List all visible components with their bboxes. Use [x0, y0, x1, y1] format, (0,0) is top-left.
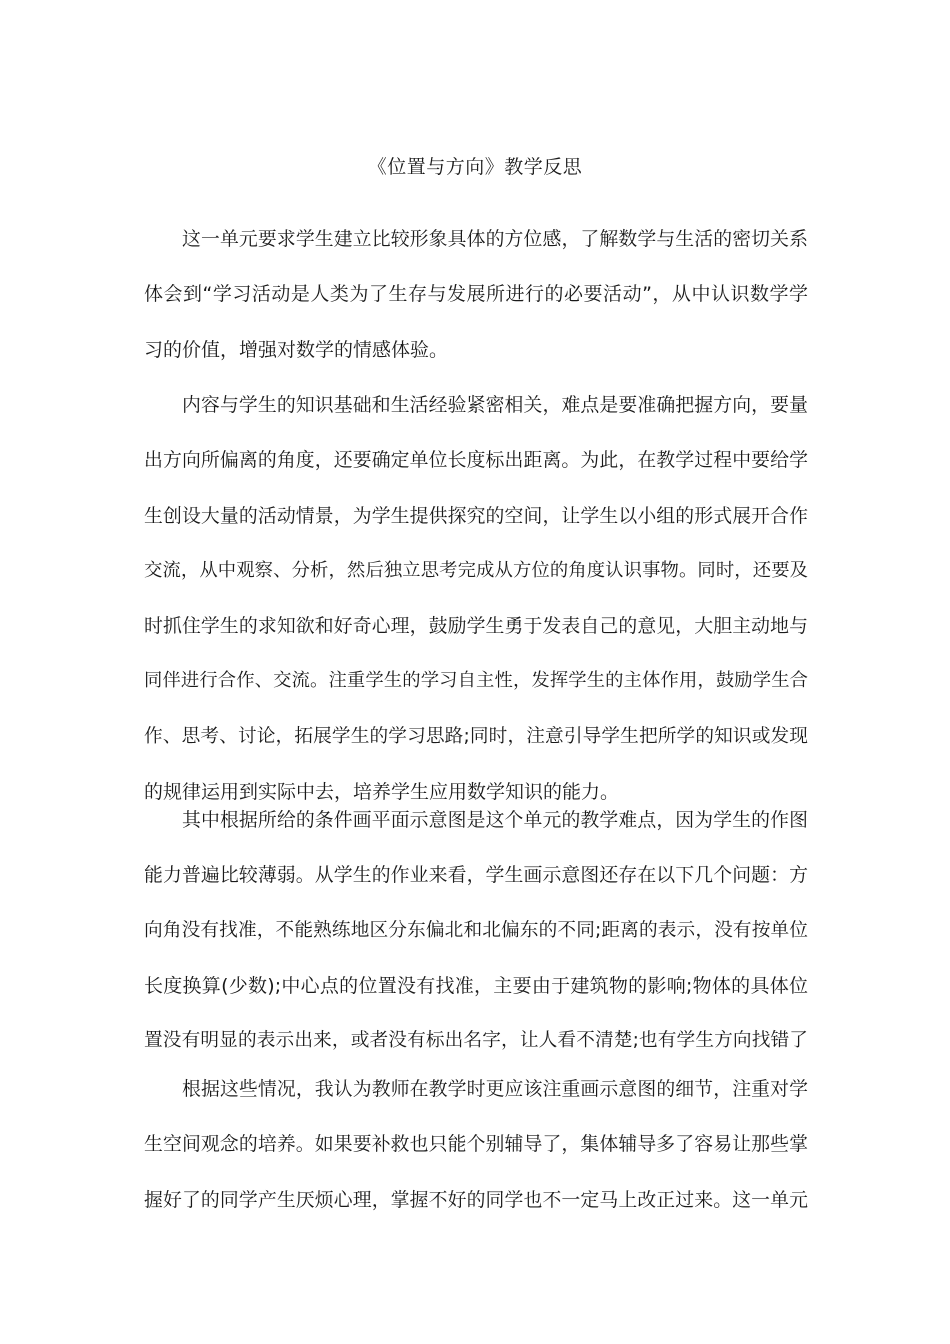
paragraph-line: 向角没有找准，不能熟练地区分东偏北和北偏东的不同;距离的表示，没有按单位	[144, 919, 808, 941]
paragraph-line: 握好了的同学产生厌烦心理，掌握不好的同学也不一定马上改正过来。这一单元	[144, 1188, 808, 1211]
paragraph-line: 其中根据所给的条件画平面示意图是这个单元的教学难点，因为学生的作图	[182, 809, 808, 831]
paragraph-4	[144, 1076, 808, 1242]
paragraph-line: 置没有明显的表示出来，或者没有标出名字，让人看不清楚;也有学生方向找错了	[144, 1030, 808, 1052]
paragraph-line: 交流，从中观察、分析，然后独立思考完成从方位的角度认识事物。同时，还要及	[144, 559, 808, 581]
paragraph-line: 内容与学生的知识基础和生活经验紧密相关，难点是要准确把握方向，要量	[182, 394, 808, 416]
paragraph-line: 体会到“学习活动是人类为了生存与发展所进行的必要活动”，从中认识数学学	[144, 283, 808, 306]
document-title: 《位置与方向》教学反思	[367, 156, 583, 178]
paragraph-line: 习的价值，增强对数学的情感体验。	[144, 338, 449, 361]
paragraph-line: 生空间观念的培养。如果要补救也只能个别辅导了，集体辅导多了容易让那些掌	[144, 1133, 808, 1156]
paragraph-line: 能力普遍比较薄弱。从学生的作业来看，学生画示意图还存在以下几个问题：方	[144, 864, 808, 887]
paragraph-2	[144, 392, 808, 834]
paragraph-line: 的规律运用到实际中去，培养学生应用数学知识的能力。	[144, 781, 620, 804]
paragraph-line: 作、思考、讨论，拓展学生的学习思路;同时，注意引导学生把所学的知识或发现	[144, 725, 808, 747]
paragraph-line: 同伴进行合作、交流。注重学生的学习自主性，发挥学生的主体作用，鼓励学生合	[144, 670, 808, 692]
paragraph-1	[144, 226, 808, 392]
paragraph-line: 时抓住学生的求知欲和好奇心理，鼓励学生勇于发表自己的意见，大胆主动地与	[144, 615, 808, 638]
paragraph-line: 生创设大量的活动情景，为学生提供探究的空间，让学生以小组的形式展开合作	[144, 504, 808, 527]
paragraph-3	[144, 807, 808, 1083]
paragraph-line: 出方向所偏离的角度，还要确定单位长度标出距离。为此，在教学过程中要给学	[144, 449, 808, 472]
paragraph-line: 这一单元要求学生建立比较形象具体的方位感，了解数学与生活的密切关系	[182, 228, 808, 250]
paragraph-line: 根据这些情况，我认为教师在教学时更应该注重画示意图的细节，注重对学	[182, 1078, 808, 1100]
paragraph-line: 长度换算(少数);中心点的位置没有找准，主要由于建筑物的影响;物体的具体位	[144, 974, 808, 997]
